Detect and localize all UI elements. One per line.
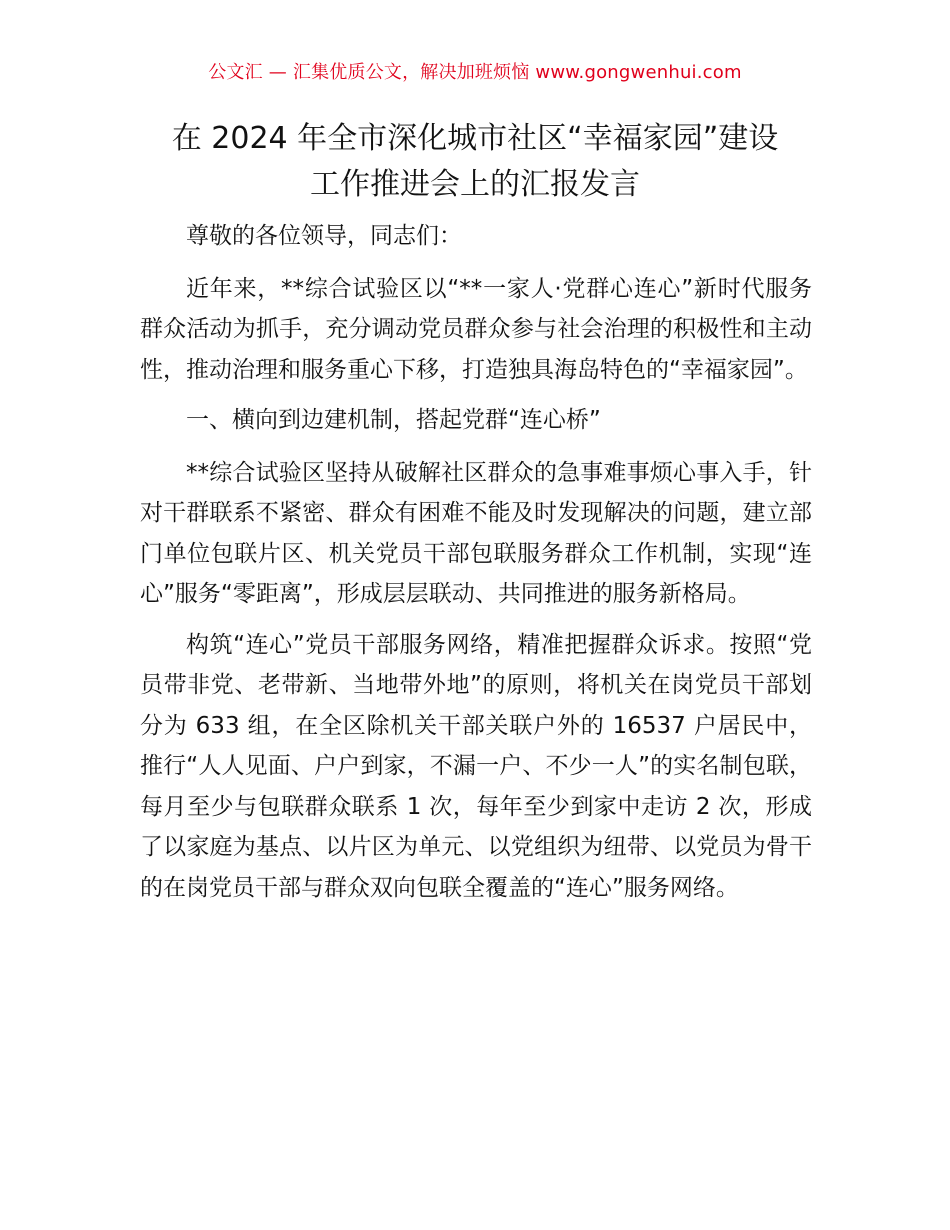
section-heading: 一、横向到边建机制，搭起党群“连心桥” — [186, 407, 601, 433]
title-line-1: 在 2024 年全市深化城市社区“幸福家园”建设 — [171, 121, 779, 156]
document-body — [140, 216, 812, 918]
section-paragraph: **综合试验区坚持从破解社区群众的急事难事烦心事入手，针对干群联系不紧密、群众有困难不能及时发现解决的问题，建立部门单位包联片区、机关党员干部包联服务群众工作机制，实现“连心”服务“零距离”，形成层层联动、共同推进的服务新格局。 — [140, 459, 812, 607]
title-line-2: 工作推进会上的汇报发言 — [310, 167, 640, 202]
section-paragraph: 构筑“连心”党员干部服务网络，精准把握群众诉求。按照“党员带非党、老带新、当地带外地”的原则，将机关在岗党员干部划分为 633 组，在全区除机关干部关联户外的 16537 户居民中，推行“人人见面、户户到家，不漏一户、不少一人”的实名制包联，每月至少与包联群众联系 1 次，每年至少到家中走访 2 次，形成了以家庭为基点、以片区为单元、以党组织为纽带、以党员为骨干的在岗党员干部与群众双向包联全覆盖的“连心”服务网络。 — [140, 631, 812, 901]
greeting: 尊敬的各位领导，同志们： — [186, 223, 462, 249]
document-title — [120, 116, 830, 208]
intro-paragraph: 近年来，**综合试验区以“**一家人·党群心连心”新时代服务群众活动为抓手，充分调动党员群众参与社会治理的积极性和主动性，推动治理和服务重心下移，打造独具海岛特色的“幸福家园”。 — [140, 275, 812, 383]
header-banner: 公文汇 — 汇集优质公文，解决加班烦恼 www.gongwenhui.com — [208, 62, 742, 83]
